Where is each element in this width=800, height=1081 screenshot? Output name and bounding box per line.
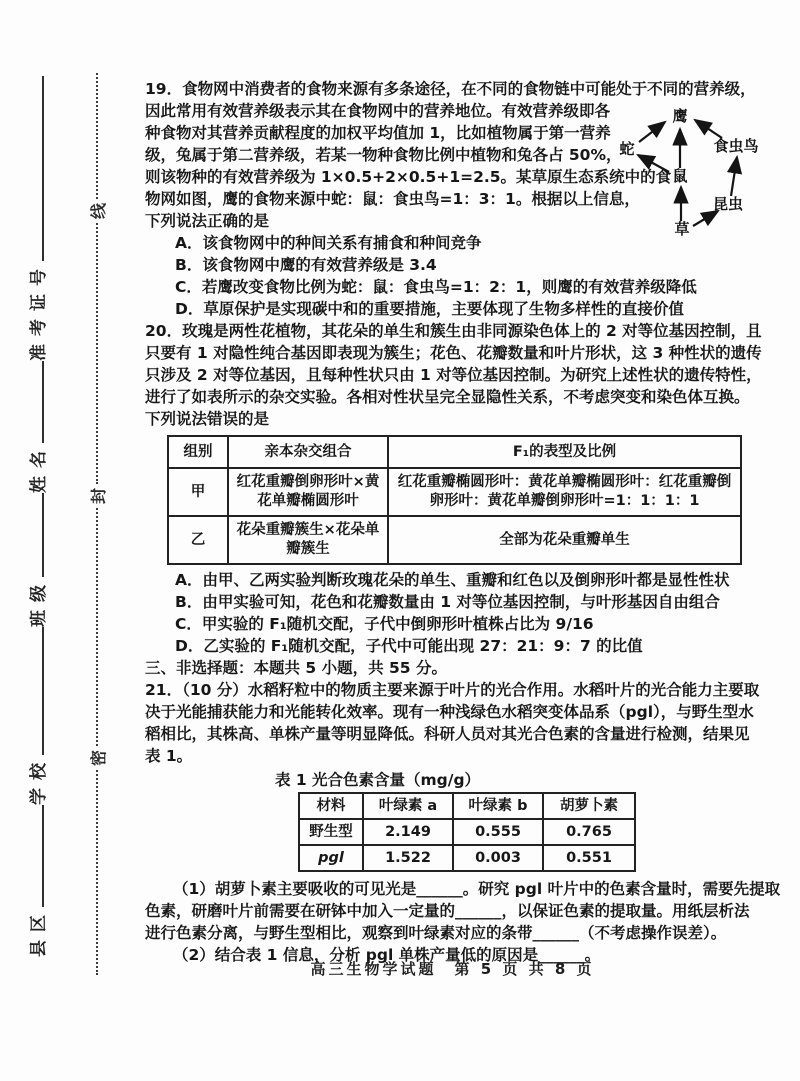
text-line: C．甲实验的 F₁随机交配，子代中倒卵形叶植株占比为 9/16 (175, 615, 594, 633)
cell-group-yi: 乙 (168, 516, 228, 564)
text-line: 因此常用有效营养级表示其在食物网中的营养地位。有效营养级即各 (145, 102, 611, 120)
exam-content (145, 78, 800, 966)
cell-pgl-carotene: 0.551 (543, 845, 635, 871)
section-heading: 三、非选择题：本题共 5 小题，共 55 分。 (145, 659, 447, 677)
seal-line (86, 65, 108, 975)
node-insect: 昆虫 (712, 195, 744, 213)
text-line: 表 1。 (145, 747, 193, 765)
cell-wildtype-chl-b: 0.555 (453, 819, 543, 845)
node-hawk: 鹰 (672, 107, 688, 125)
text-line: 下列说法正确的是 (145, 212, 270, 230)
table1-row-pgl (299, 845, 635, 871)
seal-dotted-segment (96, 770, 98, 975)
text-line: 色素，研磨叶片前需要在研钵中加入一定量的______，以保证色素的提取量。用纸层析法 (145, 902, 750, 920)
table1-header-row (299, 793, 635, 819)
text-line: 进行色素分离，与野生型相比，观察到叶绿素对应的条带______（不考虑操作误差）。 (145, 924, 727, 942)
question-21-stem (145, 679, 800, 767)
field-label-exam-number: 准考证号 (29, 261, 49, 361)
text-line: 21．（10 分）水稻籽粒中的物质主要来源于叶片的光合作用。水稻叶片的光合能力主要取 (145, 681, 760, 699)
question-20-cross-table (167, 435, 742, 565)
cell-group-jia: 甲 (168, 468, 228, 516)
name-blank-line (41, 361, 44, 443)
node-snake: 蛇 (619, 140, 635, 158)
text-line: B．由甲实验可知，花色和花瓣数量由 1 对等位基因控制，与叶形基因自由组合 (175, 593, 720, 611)
text-line: 进行了如表所示的杂交实验。各相对性状呈完全显隐性关系，不考虑突变和染色体互换。 (145, 388, 750, 406)
table-row-jia (168, 468, 741, 516)
cell-cross-jia: 红花重瓣倒卵形叶×黄花单瓣椭圆形叶 (228, 468, 388, 516)
text-line: （1）胡萝卜素主要吸收的可见光是______。研究 pgl 叶片中的色素含量时，需要先提取 (173, 880, 781, 898)
text-line: 只涉及 2 对等位基因，且每种性状只由 1 对等位基因控制。为研究上述性状的遗传特性， (145, 366, 762, 384)
text-line: 19．食物网中消费者的食物来源有多条途径，在不同的食物链中可能处于不同的营养级， (145, 80, 756, 98)
header-chlorophyll-a: 叶绿素 a (363, 793, 453, 819)
text-line: A．该食物网中的种间关系有捕食和种间竞争 (175, 234, 482, 252)
question-19-stem (145, 78, 800, 232)
class-blank-line (41, 493, 44, 577)
seal-char-feng: 封 (88, 487, 108, 504)
sidebar-student-fields (24, 75, 66, 985)
node-rat: 鼠 (672, 167, 688, 185)
text-line: A．由甲、乙两实验判断玫瑰花朵的单生、重瓣和红色以及倒卵形叶都是显性性状 (175, 571, 730, 589)
text-line: D．乙实验的 F₁随机交配，子代中可能出现 27：21：9：7 的比值 (175, 637, 643, 655)
table1-row-wildtype (299, 819, 635, 845)
pigment-content-table (298, 792, 636, 872)
text-line: 物网如图，鹰的食物来源中蛇：鼠：食虫鸟=1：3：1。根据以上信息， (145, 190, 640, 208)
seal-char-mi: 密 (88, 749, 108, 766)
text-line: 级，兔属于第二营养级，若某一物种食物比例中植物和兔各占 50%， (145, 146, 622, 164)
seal-dotted-segment (96, 73, 98, 199)
table-row-yi (168, 516, 741, 564)
cell-wildtype-carotene: 0.765 (543, 819, 635, 845)
table1-title: 表 1 光合色素含量（mg/g） (274, 771, 481, 789)
exam-number-blank-line (41, 76, 44, 261)
seal-char-xian: 线 (88, 202, 108, 219)
header-f1-phenotype: F₁的表型及比例 (388, 436, 741, 468)
table-header-row (168, 436, 741, 468)
text-line: 只要有 1 对隐性纯合基因即表现为簇生；花色、花瓣数量和叶片形状，这 3 种性状的遗传 (145, 344, 762, 362)
field-label-county: 县区 (29, 907, 49, 957)
text-line: B．该食物网中鹰的有效营养级是 3.4 (175, 256, 437, 274)
header-material: 材料 (299, 793, 363, 819)
text-line: 稻相比，其株高、单株产量等明显降低。科研人员对其光合色素的含量进行检测，结果见 (145, 725, 750, 743)
header-carotene: 胡萝卜素 (543, 793, 635, 819)
cell-pgl-chl-b: 0.003 (453, 845, 543, 871)
cell-pgl-chl-a: 1.522 (363, 845, 453, 871)
text-line: 20．玫瑰是两性花植物，其花朵的单生和簇生由非同源染色体上的 2 对等位基因控制，且 (145, 322, 762, 340)
text-line: D．草原保护是实现碳中和的重要措施，主要体现了生物多样性的直接价值 (175, 300, 684, 318)
cell-pgl-label: pgl (299, 845, 363, 871)
header-chlorophyll-b: 叶绿素 b (453, 793, 543, 819)
question-21-part1 (145, 878, 800, 944)
seal-dotted-segment (96, 508, 98, 746)
header-group: 组别 (168, 436, 228, 468)
text-line: 决于光能捕获能力和光能转化效率。现有一种浅绿色水稻突变体品系（pgl），与野生型水 (145, 703, 754, 721)
field-label-school: 学校 (29, 755, 49, 805)
node-grass: 草 (674, 220, 690, 238)
field-label-class: 班级 (29, 577, 49, 627)
cell-wildtype-chl-a: 2.149 (363, 819, 453, 845)
field-label-name: 姓名 (29, 443, 49, 493)
text-line: 种食物对其营养贡献程度的加权平均值加 1，比如植物属于第一营养 (145, 124, 611, 142)
text-line: （2）结合表 1 信息，分析 pgl 单株产量低的原因是______。 (173, 946, 601, 964)
page-footer: 高三生物学试题 第 5 页 共 8 页 (310, 960, 595, 978)
header-parent-cross: 亲本杂交组合 (228, 436, 388, 468)
question-20-options (145, 569, 800, 657)
node-insectivorous-bird: 食虫鸟 (713, 137, 759, 155)
school-blank-line (41, 627, 44, 755)
text-line: C．若鹰改变食物比例为蛇：鼠：食虫鸟=1：2：1，则鹰的有效营养级降低 (175, 278, 697, 296)
question-19-options (145, 232, 800, 320)
seal-dotted-segment (96, 223, 98, 484)
text-line: 则该物种的有效营养级为 1×0.5+2×0.5+1=2.5。某草原生态系统中的食 (145, 168, 672, 186)
cell-wildtype-label: 野生型 (299, 819, 363, 845)
text-line: 下列说法错误的是 (145, 410, 270, 428)
county-blank-line (41, 805, 44, 907)
question-20-stem (145, 320, 800, 430)
cell-f1-yi: 全部为花朵重瓣单生 (388, 516, 741, 564)
cell-f1-jia: 红花重瓣椭圆形叶：黄花单瓣椭圆形叶：红花重瓣倒卵形叶：黄花单瓣倒卵形叶=1：1：1：1 (388, 468, 741, 516)
cell-cross-yi: 花朵重瓣簇生×花朵单瓣簇生 (228, 516, 388, 564)
